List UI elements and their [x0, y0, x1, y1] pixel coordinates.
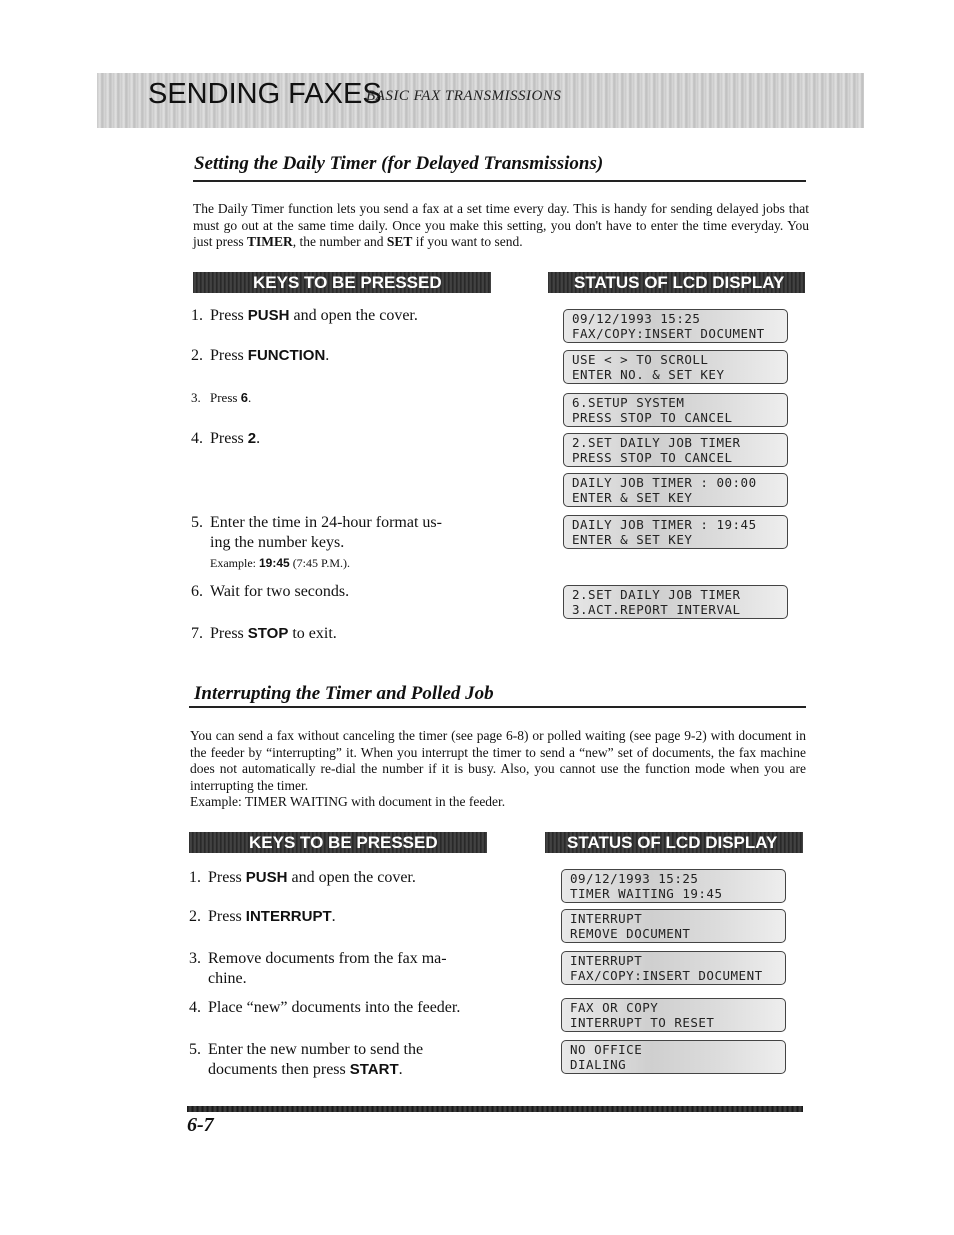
section-title-interrupt: Interrupting the Timer and Polled Job: [194, 683, 494, 704]
keys-heading-bar: KEYS TO BE PRESSED: [193, 272, 491, 293]
step-2: 2. Press FUNCTION.: [191, 347, 330, 364]
step-3: 3. Remove documents from the fax ma- chine.: [189, 950, 447, 987]
step-4: 4. Place “new” documents into the feeder.: [189, 999, 461, 1016]
lcd-display: 2.SET DAILY JOB TIMER 3.ACT.REPORT INTERVAL: [563, 585, 788, 619]
lcd-display: DAILY JOB TIMER : 19:45 ENTER & SET KEY: [563, 515, 788, 549]
lcd-display: 6.SETUP SYSTEM PRESS STOP TO CANCEL: [563, 393, 788, 427]
lcd-heading-bar: STATUS OF LCD DISPLAY: [545, 832, 803, 853]
intro-paragraph: The Daily Timer function lets you send a fax at a set time every day. This is handy for sending delayed jobs that must go out at the same time daily. Once you make this setting, you don't have to enter the time everyday. You just press TIMER, the number and SET if you want to send.: [193, 201, 809, 249]
lcd-display: USE < > TO SCROLL ENTER NO. & SET KEY: [563, 350, 788, 384]
lcd-display: FAX OR COPY INTERRUPT TO RESET: [561, 998, 786, 1032]
lcd-heading-bar: STATUS OF LCD DISPLAY: [548, 272, 805, 293]
lcd-display: 09/12/1993 15:25 FAX/COPY:INSERT DOCUMENT: [563, 309, 788, 343]
footer-rule: [187, 1106, 803, 1112]
step-1: 1. Press PUSH and open the cover.: [191, 307, 418, 324]
step-2: 2. Press INTERRUPT.: [189, 908, 336, 925]
lcd-display: 2.SET DAILY JOB TIMER PRESS STOP TO CANCEL: [563, 433, 788, 467]
lcd-display: INTERRUPT FAX/COPY:INSERT DOCUMENT: [561, 951, 786, 985]
step-3: 3. Press 6.: [191, 390, 252, 405]
page-number: 6-7: [187, 1114, 214, 1136]
section-rule: [193, 180, 806, 182]
step-5: 5. Enter the new number to send the documents then press START.: [189, 1041, 424, 1078]
lcd-display: NO OFFICE DIALING: [561, 1040, 786, 1074]
section-title-daily-timer: Setting the Daily Timer (for Delayed Transmissions): [194, 153, 604, 174]
lcd-display: DAILY JOB TIMER : 00:00 ENTER & SET KEY: [563, 473, 788, 507]
step-6: 6. Wait for two seconds.: [191, 583, 350, 600]
step-7: 7. Press STOP to exit.: [191, 625, 337, 642]
keys-heading-bar: KEYS TO BE PRESSED: [189, 832, 487, 853]
lcd-display: INTERRUPT REMOVE DOCUMENT: [561, 909, 786, 943]
lcd-display: 09/12/1993 15:25 TIMER WAITING 19:45: [561, 869, 786, 903]
interrupt-paragraph: You can send a fax without canceling the timer (see page 6-8) or polled waiting (see page 9-2) with document in the feeder by “interrupting” it. When you interrupt the timer to send a “new” set of documents, the fax machine does not automatically re-dial the number if it is busy. Also, you cannot use the function mode when you are interrupting the timer. Example: TIMER WAITING with document in the feeder.: [190, 728, 806, 809]
header-title: SENDING FAXES: [148, 78, 382, 110]
section-rule: [189, 706, 806, 708]
step-4: 4. Press 2.: [191, 430, 261, 447]
header-subtitle: BASIC FAX TRANSMISSIONS: [366, 88, 562, 104]
step-1: 1. Press PUSH and open the cover.: [189, 869, 416, 886]
step-5: 5. Enter the time in 24-hour format us- ing the number keys. Example: 19:45 (7:45 P.M.).: [191, 514, 442, 570]
